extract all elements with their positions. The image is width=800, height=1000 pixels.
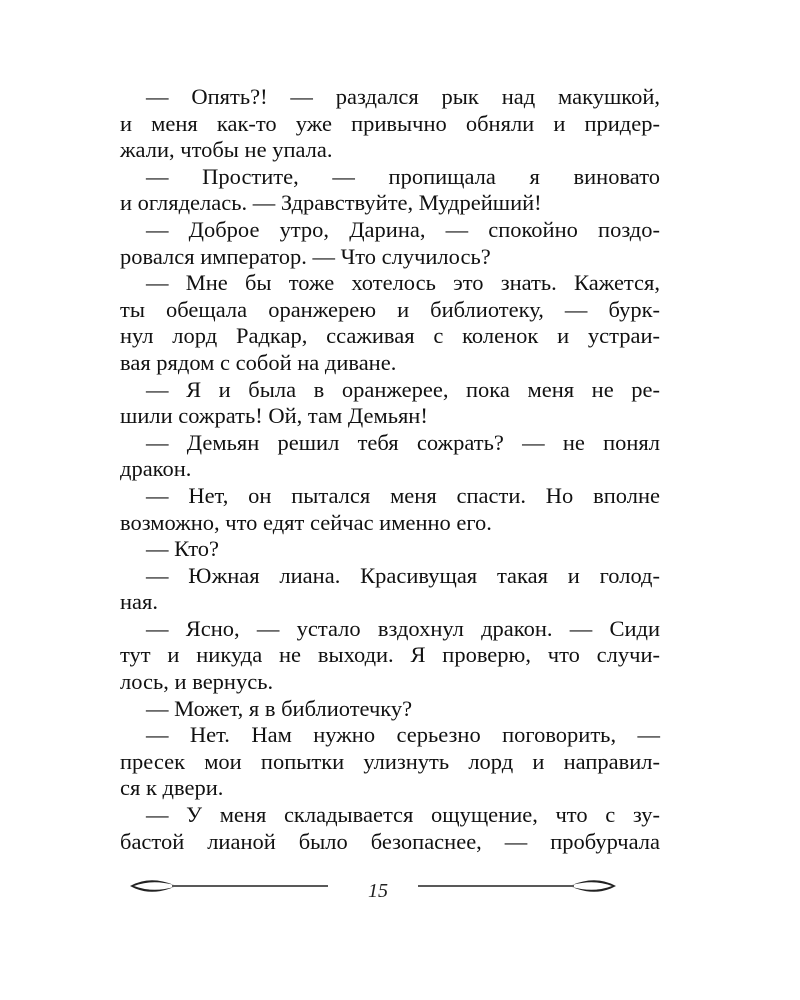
text-line: — Доброе утро, Дарина, — спокойно поздо- (146, 216, 660, 242)
text-line: — Может, я в библиотечку? (146, 695, 413, 721)
text-line: — Демьян решил тебя сожрать? — не понял (146, 429, 660, 455)
text-line: и огляделась. — Здравствуйте, Мудрейший! (120, 190, 542, 216)
book-page-text (120, 84, 660, 855)
text-line: возможно, что едят сейчас именно его. (120, 509, 492, 535)
text-line: — Я и была в оранжерее, пока меня не ре- (146, 376, 660, 402)
text-line: нул лорд Радкар, ссаживая с коленок и устраи- (120, 323, 660, 349)
text-line: ровался император. — Что случилось? (120, 243, 491, 269)
text-line: лось, и вернусь. (120, 669, 274, 695)
page-footer (128, 876, 668, 906)
text-line: — Нет. Нам нужно серьезно поговорить, — (146, 722, 660, 748)
text-line: тут и никуда не выходи. Я проверю, что случи- (120, 642, 660, 668)
text-line: пресек мои попытки улизнуть лорд и направил- (120, 748, 660, 774)
text-line: — Нет, он пытался меня спасти. Но вполне (146, 482, 660, 508)
text-line: ся к двери. (120, 775, 224, 801)
text-line: — Ясно, — устало вздохнул дракон. — Сиди (146, 615, 660, 641)
text-line: — У меня складывается ощущение, что с зу- (146, 802, 660, 828)
text-line: — Опять?! — раздался рык над макушкой, (146, 84, 660, 109)
text-line: и меня как-то уже привычно обняли и придер- (120, 110, 660, 136)
text-line: — Мне бы тоже хотелось это знать. Кажется, (146, 270, 660, 296)
text-line: — Кто? (146, 536, 220, 562)
text-line: жали, чтобы не упала. (120, 137, 333, 163)
page-number: 15 (368, 880, 388, 902)
text-line: бастой лианой было безопаснее, — пробурчала (120, 828, 660, 854)
text-line: — Простите, — пропищала я виновато (146, 163, 660, 189)
text-line: — Южная лиана. Красивущая такая и голод- (146, 562, 660, 588)
text-line: дракон. (120, 456, 192, 482)
text-line: ная. (120, 589, 159, 615)
right-ornament-icon (418, 876, 618, 896)
text-line: шили сожрать! Ой, там Демьян! (120, 403, 428, 429)
text-line: ты обещала оранжерею и библиотеку, — бурк- (120, 296, 660, 322)
text-line: вая рядом с собой на диване. (120, 349, 397, 375)
